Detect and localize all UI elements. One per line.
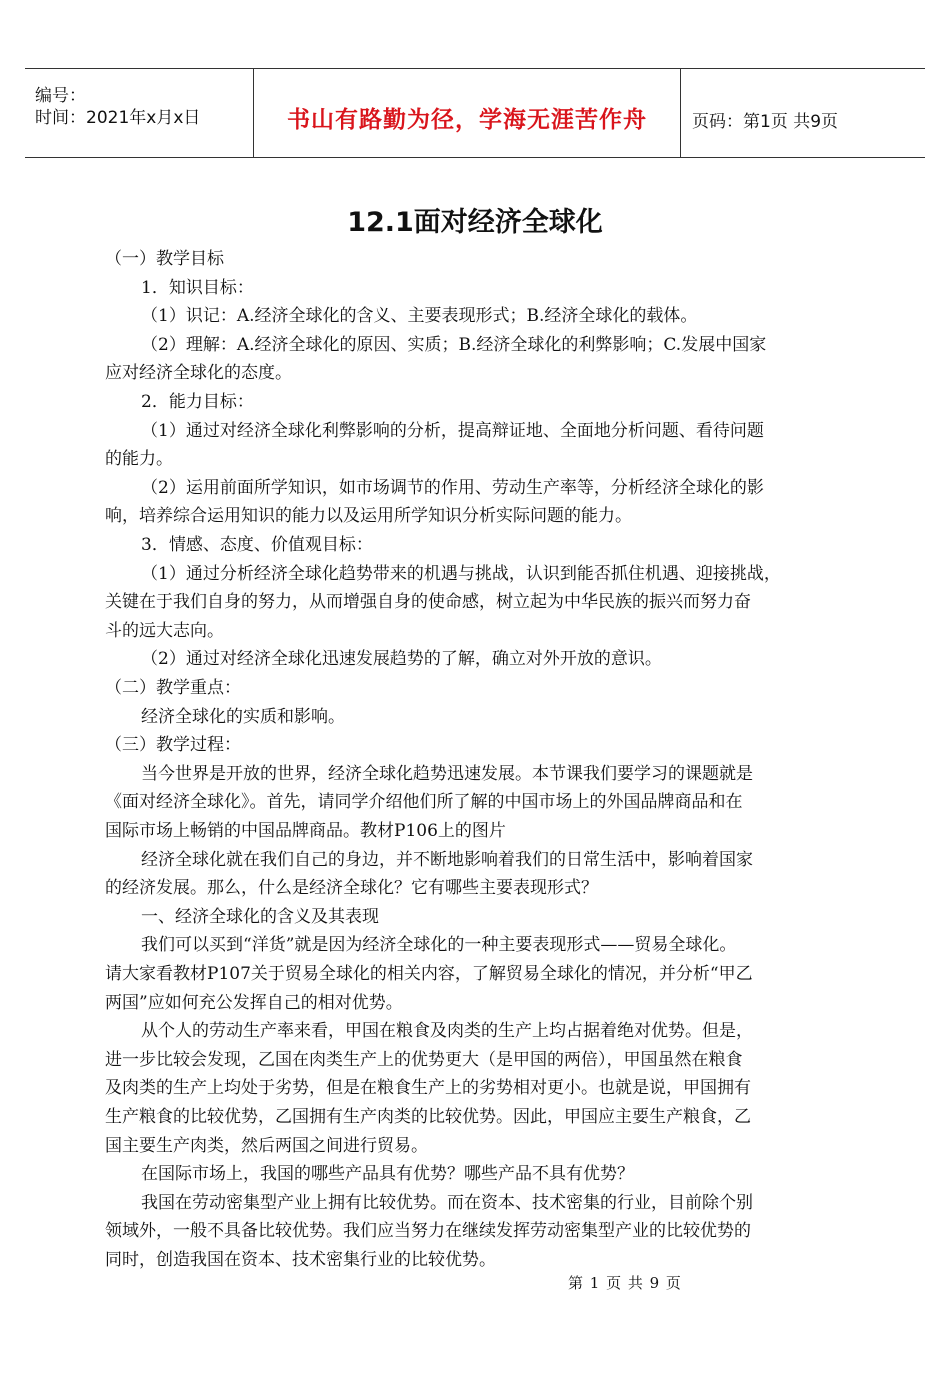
body-line: 进一步比较会发现，乙国在肉类生产上的优势更大（是甲国的两倍），甲国虽然在粮食: [105, 1049, 743, 1070]
body-line: 国际市场上畅销的中国品牌商品。教材P106上的图片: [105, 821, 506, 841]
header-left-cell: [25, 69, 253, 157]
body-line: （二）教学重点：: [105, 678, 241, 698]
header-motto-cell: [253, 69, 681, 157]
body-line: 的能力。: [105, 449, 173, 470]
body-line: （2）通过对经济全球化迅速发展趋势的了解，确立对外开放的意识。: [141, 649, 662, 670]
body-line: 经济全球化就在我们自己的身边，并不断地影响着我们的日常生活中，影响着国家: [141, 849, 753, 870]
body-line: 国主要生产肉类，然后两国之间进行贸易。: [105, 1135, 428, 1156]
body-line: （2）理解：A.经济全球化的原因、实质；B.经济全球化的利弊影响；C.发展中国家: [141, 334, 767, 355]
body-line: 2．能力目标：: [141, 392, 254, 412]
page-header: [25, 68, 925, 158]
body-line: 的经济发展。那么，什么是经济全球化？它有哪些主要表现形式？: [105, 878, 598, 899]
body-line: 两国”应如何充公发挥自己的相对优势。: [105, 992, 403, 1013]
body-line: 响，培养综合运用知识的能力以及运用所学知识分析实际问题的能力。: [105, 506, 632, 527]
body-line: 同时，创造我国在资本、技术密集行业的比较优势。: [105, 1250, 496, 1270]
body-line: 3．情感、态度、价值观目标：: [141, 535, 373, 555]
body-line: （一）教学目标: [105, 249, 224, 269]
header-page-info: 页码：第1页 共9页: [692, 112, 839, 132]
body-line: （1）识记：A.经济全球化的含义、主要表现形式；B.经济全球化的载体。: [141, 306, 698, 327]
body-line: 斗的远大志向。: [105, 620, 224, 641]
page-footer: 第 1 页 共 9 页: [568, 1274, 682, 1292]
document-number-label: 编号：: [35, 86, 86, 106]
body-line: 我们可以买到“洋货”就是因为经济全球化的一种主要表现形式——贸易全球化。: [141, 935, 737, 956]
body-line: 我国在劳动密集型产业上拥有比较优势。而在资本、技术密集的行业，目前除个别: [141, 1192, 753, 1213]
body-line: 及肉类的生产上均处于劣势，但是在粮食生产上的劣势相对更小。也就是说，甲国拥有: [105, 1078, 751, 1099]
body-line: 《面对经济全球化》。首先，请同学介绍他们所了解的中国市场上的外国品牌商品和在: [105, 792, 743, 813]
body-line: 应对经济全球化的态度。: [105, 363, 292, 384]
body-line: 请大家看教材P107关于贸易全球化的相关内容，了解贸易全球化的情况，并分析“甲乙: [105, 964, 753, 984]
body-line: 当今世界是开放的世界，经济全球化趋势迅速发展。本节课我们要学习的课题就是: [141, 763, 753, 784]
header-motto: 书山有路勤为径，学海无涯苦作舟: [287, 107, 647, 133]
body-line: 一、经济全球化的含义及其表现: [141, 906, 379, 927]
body-line: （1）通过分析经济全球化趋势带来的机遇与挑战，认识到能否抓住机遇、迎接挑战，: [141, 563, 781, 584]
body-line: （2）运用前面所学知识，如市场调节的作用、劳动生产率等，分析经济全球化的影: [141, 477, 764, 498]
document-title: 12.1面对经济全球化: [347, 207, 603, 238]
body-line: 经济全球化的实质和影响。: [141, 706, 345, 727]
body-line: 在国际市场上，我国的哪些产品具有优势？哪些产品不具有优势？: [141, 1164, 634, 1185]
body-line: 领域外，一般不具备比较优势。我们应当努力在继续发挥劳动密集型产业的比较优势的: [105, 1221, 751, 1242]
header-right-cell: [680, 69, 925, 157]
body-line: 关键在于我们自身的努力，从而增强自身的使命感，树立起为中华民族的振兴而努力奋: [105, 592, 751, 613]
body-line: 生产粮食的比较优势，乙国拥有生产肉类的比较优势。因此，甲国应主要生产粮食，乙: [105, 1107, 751, 1127]
body-line: （1）通过对经济全球化利弊影响的分析，提高辩证地、全面地分析问题、看待问题: [141, 420, 764, 441]
document-time-label: 时间：2021年x月x日: [35, 108, 201, 128]
body-line: （三）教学过程：: [105, 735, 241, 756]
body-line: 从个人的劳动生产率来看，甲国在粮食及肉类的生产上均占据着绝对优势。但是，: [141, 1021, 753, 1042]
body-line: 1．知识目标：: [141, 277, 254, 298]
